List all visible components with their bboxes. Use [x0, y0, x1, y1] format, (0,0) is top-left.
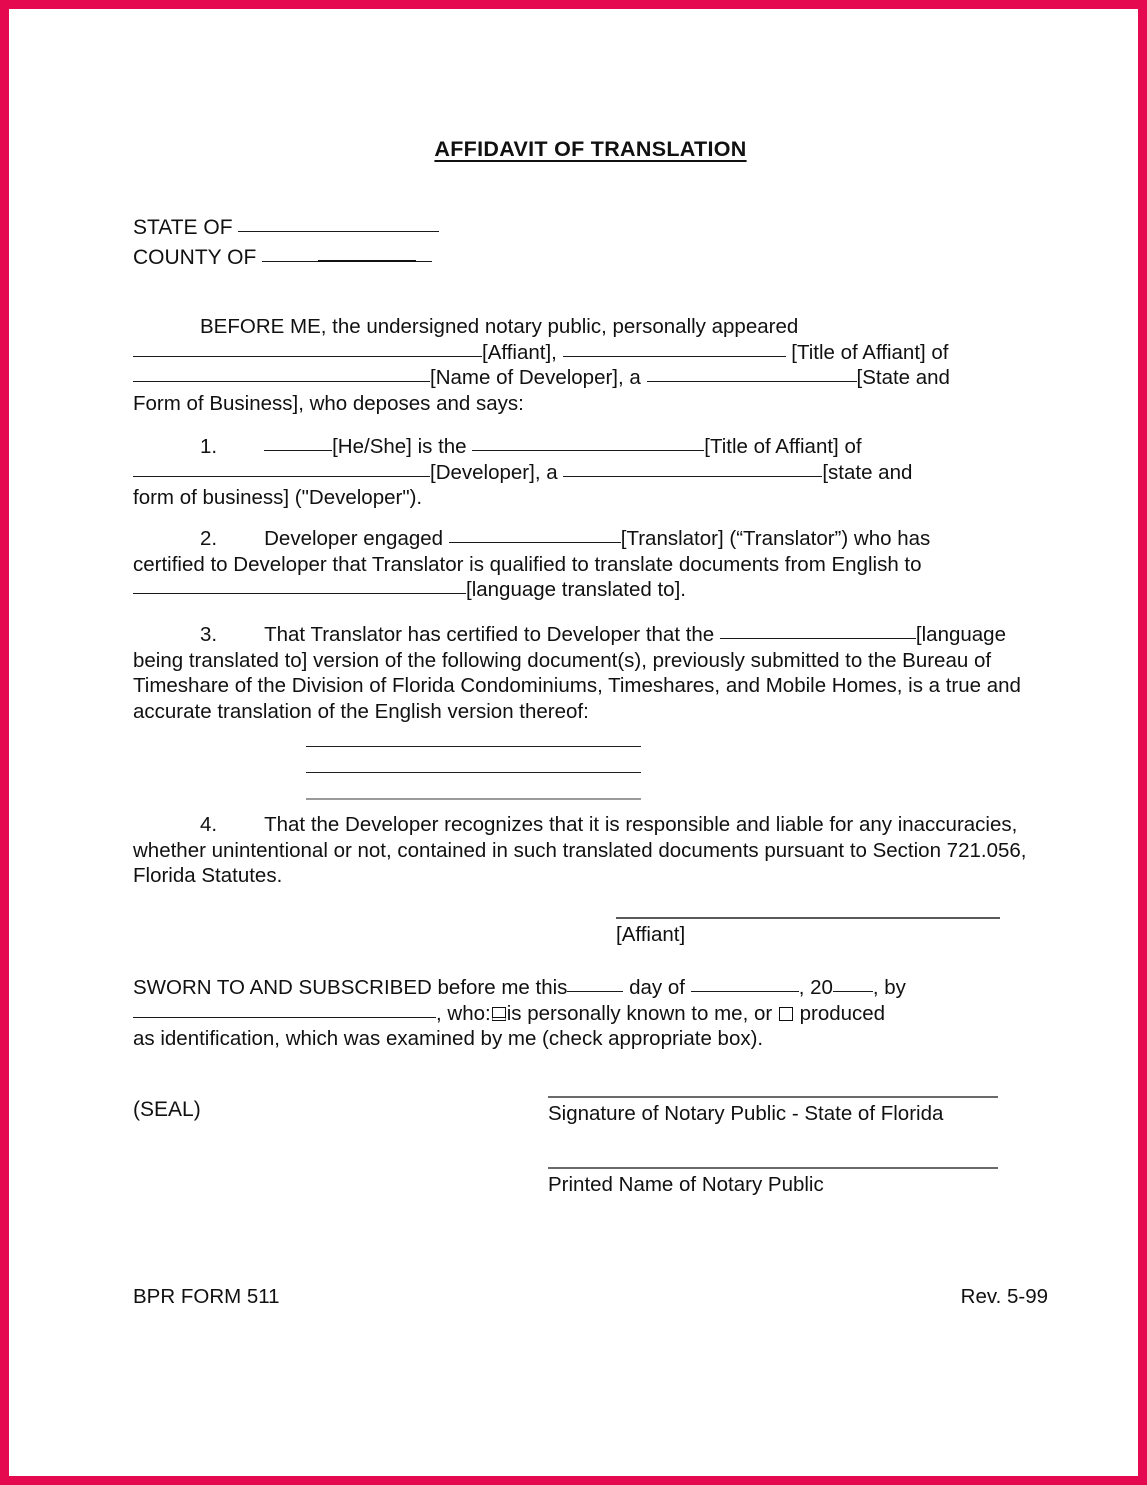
- paragraph-2-language-tag: [language translated to].: [466, 578, 686, 601]
- affiant-signature-block: [616, 917, 1000, 948]
- document-blank-line-1[interactable]: [306, 721, 641, 747]
- sworn-text-who: , who:: [436, 1001, 491, 1025]
- document-list-blanks: [306, 721, 641, 800]
- paragraph-1-state-blank[interactable]: [563, 476, 822, 477]
- preamble-line-4: [133, 391, 1048, 417]
- sworn-text-d: , by: [872, 976, 906, 999]
- paragraph-2-language-blank[interactable]: [133, 593, 466, 594]
- document-footer: [133, 1284, 1048, 1310]
- jurisdiction-block: [133, 215, 439, 270]
- affiant-name-blank[interactable]: [133, 356, 482, 357]
- paper-sheet: [9, 9, 1138, 1476]
- state-of-line: [133, 215, 439, 241]
- preamble-line-2: [133, 340, 1048, 366]
- paragraph-3-language-blank[interactable]: [720, 638, 916, 639]
- sworn-name-blank[interactable]: [133, 1017, 436, 1018]
- sworn-year-blank[interactable]: [833, 991, 873, 992]
- paragraph-1-state-tag: [state and: [822, 460, 913, 484]
- paragraph-2-line-3: [133, 577, 1048, 603]
- paragraph-1-number: 1.: [200, 435, 218, 458]
- state-of-label: STATE OF: [133, 216, 233, 239]
- sworn-month-blank[interactable]: [691, 991, 799, 992]
- paragraph-3-line-1: [133, 622, 1053, 648]
- paragraph-4-line-2: whether unintentional or not, contained in such translated documents pursuant to Section 721.056,: [133, 838, 1027, 862]
- preamble-affiant-tag: [Affiant],: [482, 340, 557, 364]
- paragraph-1-text-a: [He/She] is the: [332, 435, 467, 458]
- form-number: BPR FORM 511: [133, 1285, 280, 1308]
- county-of-line: [133, 245, 439, 271]
- sworn-line-2: [133, 1001, 1053, 1027]
- preamble-closing: Form of Business], who deposes and says:: [133, 391, 524, 415]
- notary-printed-name-block: [548, 1167, 998, 1198]
- developer-state-blank[interactable]: [647, 381, 857, 382]
- sworn-block: [133, 975, 1053, 1052]
- notary-printed-name-caption: Printed Name of Notary Public: [548, 1173, 824, 1196]
- paragraph-4-line-3: Florida Statutes.: [133, 864, 283, 887]
- paragraph-4-number: 4.: [200, 813, 218, 836]
- paragraph-3-line-4: accurate translation of the English version thereof:: [133, 699, 589, 723]
- county-of-blank-b[interactable]: [318, 260, 416, 262]
- paragraph-4-text-1: That the Developer recognizes that it is responsible and liable for any inaccuracies,: [264, 813, 1018, 836]
- sworn-text-known: is personally known to me, or: [506, 1001, 773, 1025]
- paragraph-1-developer-blank[interactable]: [133, 476, 430, 477]
- paragraph-3-number: 3.: [200, 623, 218, 646]
- paragraph-2-translator-blank[interactable]: [449, 542, 621, 543]
- preamble-line-3: [133, 365, 1048, 391]
- sworn-text-b: day of: [629, 976, 685, 999]
- paragraph-3-line-3: Timeshare of the Division of Florida Condominiums, Timeshares, and Mobile Homes, is a true and: [133, 674, 1021, 697]
- sworn-line-3: as identification, which was examined by me (check appropriate box).: [133, 1027, 764, 1050]
- paragraph-2-number: 2.: [200, 527, 218, 550]
- produced-identification-checkbox[interactable]: [779, 1007, 793, 1021]
- document-blank-line-2[interactable]: [306, 747, 641, 773]
- preamble-line-1: [133, 314, 1048, 340]
- county-of-blank-c[interactable]: [416, 261, 432, 262]
- preamble-block: [133, 314, 1048, 416]
- paragraph-1-developer-tag: [Developer], a: [430, 460, 558, 484]
- paragraph-2-text-a: Developer engaged: [264, 527, 444, 550]
- paragraph-1-heshe-blank[interactable]: [264, 450, 332, 451]
- preamble-title-tag: [Title of Affiant] of: [791, 340, 949, 364]
- affiant-title-blank[interactable]: [563, 356, 786, 357]
- paragraph-1-line-1: [133, 434, 1048, 460]
- document-blank-line-3[interactable]: [306, 773, 641, 800]
- paragraph-2-block: [133, 526, 1048, 603]
- preamble-text-1: BEFORE ME, the undersigned notary public, personally appeared: [200, 315, 799, 338]
- paragraph-2-translator-tag: [Translator] (“Translator”) who has: [620, 527, 931, 550]
- paragraph-3-line-2: being translated to] version of the following document(s), previously submitted to the Bureau of: [133, 648, 992, 672]
- paragraph-1-title-tag: [Title of Affiant] of: [704, 435, 862, 458]
- paragraph-3-block: [133, 622, 1053, 724]
- sworn-text-a: SWORN TO AND SUBSCRIBED before me this: [133, 976, 568, 999]
- sworn-day-blank[interactable]: [567, 991, 623, 992]
- preamble-developer-tag: [Name of Developer], a: [430, 366, 641, 389]
- paragraph-4-line-1: [133, 812, 1053, 838]
- notary-signature-caption: Signature of Notary Public - State of Florida: [548, 1102, 944, 1125]
- page-title: AFFIDAVIT OF TRANSLATION: [434, 137, 747, 161]
- county-of-blank-a[interactable]: [262, 261, 318, 262]
- paragraph-1-line-2: [133, 460, 1048, 486]
- paragraph-3-text-a: That Translator has certified to Developer that the: [264, 623, 715, 646]
- paragraph-1-block: [133, 434, 1048, 511]
- personally-known-checkbox[interactable]: [492, 1007, 506, 1021]
- sworn-text-c: , 20: [798, 976, 833, 999]
- paragraph-1-title-blank[interactable]: [472, 450, 704, 451]
- county-of-label: COUNTY OF: [133, 245, 257, 269]
- document-body: [133, 9, 1048, 1308]
- notary-signature-block: [548, 1096, 998, 1127]
- paragraph-1-closing: form of business] ("Developer").: [133, 486, 423, 509]
- paragraph-1-line-3: [133, 485, 1048, 511]
- paragraph-2-line-2: [133, 552, 1048, 578]
- sworn-text-produced: produced: [799, 1001, 886, 1025]
- paragraph-2-line-1: [133, 526, 1048, 552]
- seal-label: (SEAL): [133, 1098, 201, 1121]
- state-of-blank[interactable]: [238, 231, 439, 232]
- paragraph-4-block: [133, 812, 1053, 889]
- developer-name-blank[interactable]: [133, 381, 430, 382]
- affiant-signature-caption: [Affiant]: [616, 923, 686, 946]
- revision-number: Rev. 5-99: [960, 1285, 1048, 1308]
- preamble-state-tag: [State and: [856, 366, 950, 389]
- sworn-line-1: [133, 975, 1053, 1001]
- paragraph-2-text-2: certified to Developer that Translator is qualified to translate documents from English to: [133, 552, 922, 576]
- paragraph-3-language-tag: [language: [915, 623, 1006, 646]
